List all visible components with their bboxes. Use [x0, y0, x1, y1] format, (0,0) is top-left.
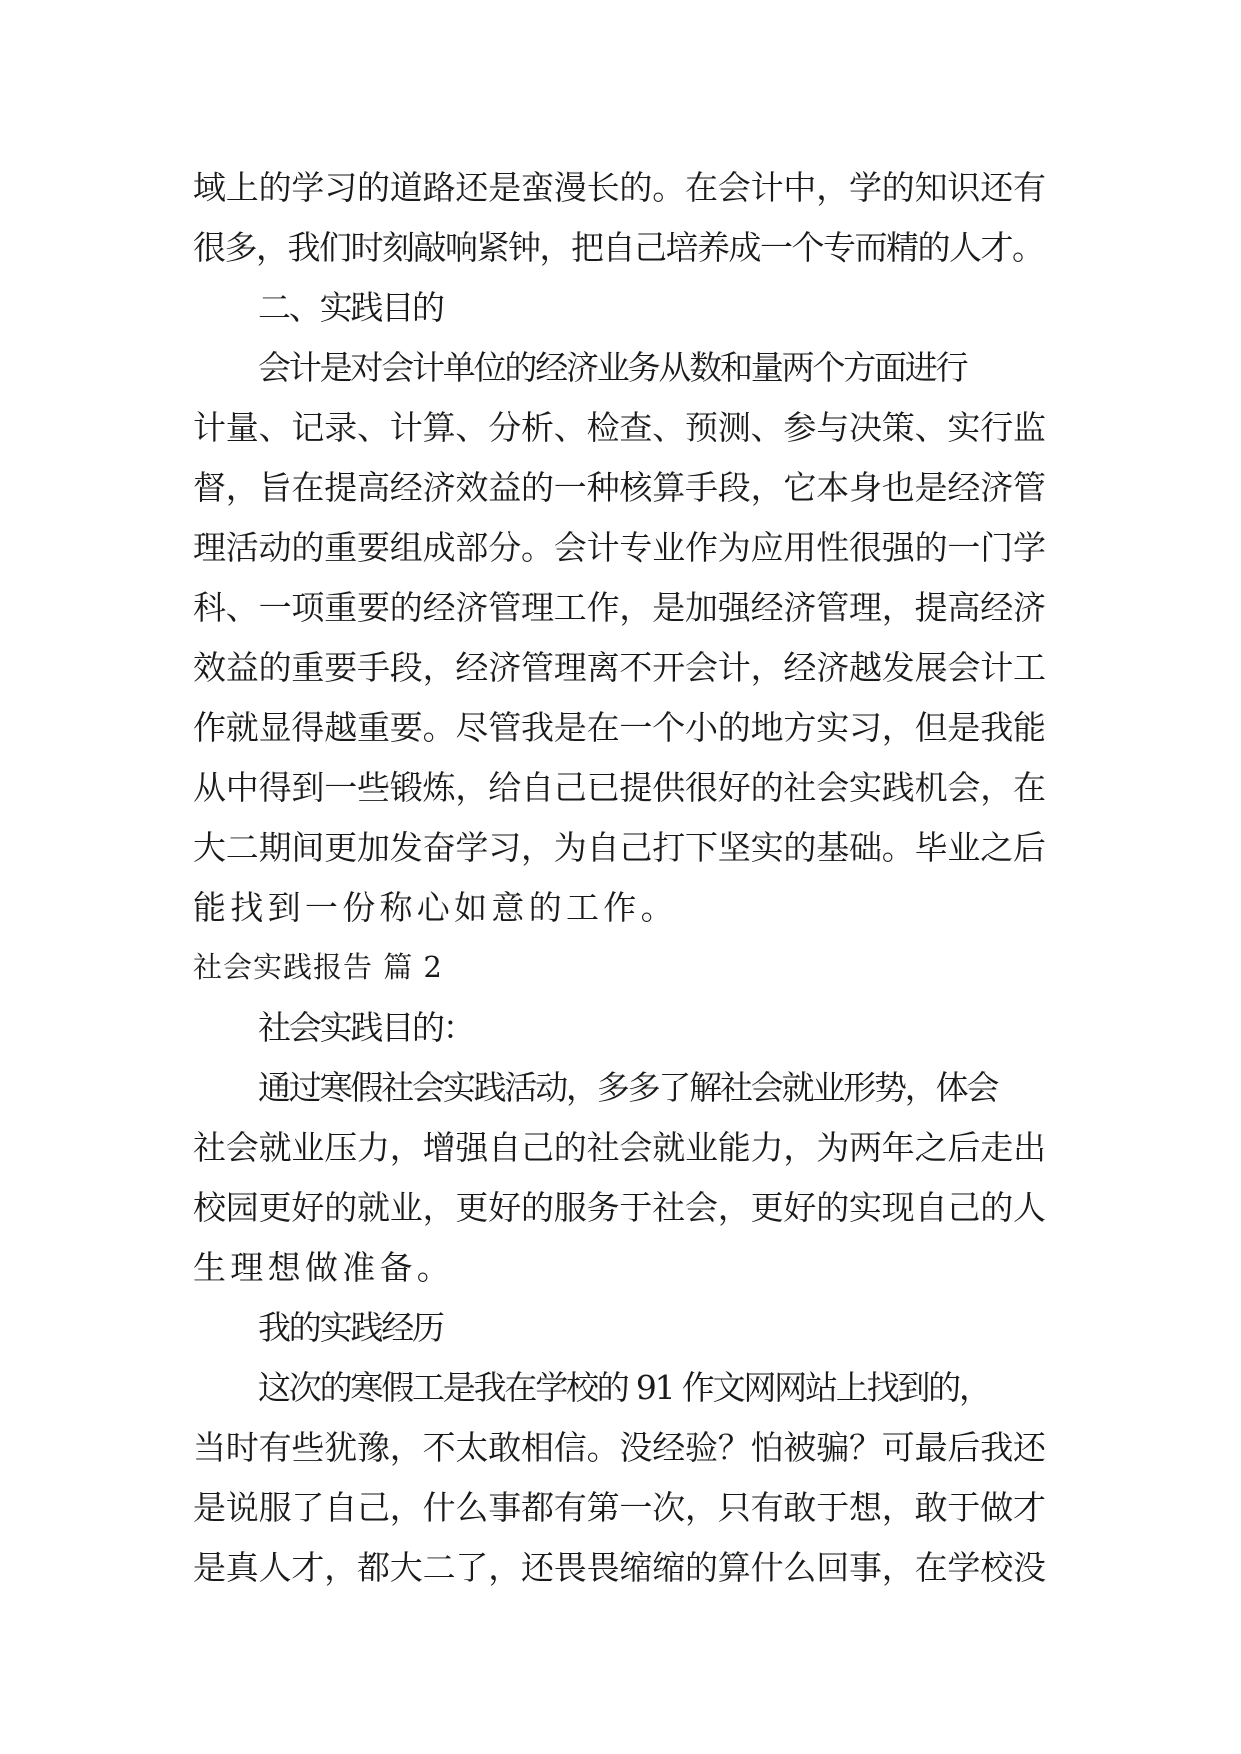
article-title: 社会实践报告 篇 2	[193, 950, 443, 984]
body-text-line: 督，旨在提高经济效益的一种核算手段，它本身也是经济管	[193, 468, 1046, 507]
body-text-line: 这次的寒假工是我在学校的 91 作文网网站上找到的，	[258, 1368, 990, 1407]
body-text-line: 能找到一份称心如意的工作。	[193, 888, 678, 927]
body-text-line: 是真人才，都大二了，还畏畏缩缩的算什么回事，在学校没	[193, 1548, 1046, 1587]
body-text-line: 校园更好的就业，更好的服务于社会，更好的实现自己的人	[193, 1188, 1046, 1227]
body-text-line: 很多，我们时刻敲响紧钟，把自己培养成一个专而精的人才。	[193, 228, 1044, 267]
body-text-line: 域上的学习的道路还是蛮漫长的。在会计中，学的知识还有	[193, 168, 1046, 207]
body-text-line: 通过寒假社会实践活动，多多了解社会就业形势，体会	[258, 1068, 998, 1107]
body-text-line: 当时有些犹豫，不太敢相信。没经验？怕被骗？可最后我还	[193, 1428, 1046, 1467]
body-text-line: 会计是对会计单位的经济业务从数和量两个方面进行	[258, 348, 967, 387]
body-text-line: 大二期间更加发奋学习，为自己打下坚实的基础。毕业之后	[193, 828, 1046, 867]
body-text-line: 计量、记录、计算、分析、检查、预测、参与决策、实行监	[193, 408, 1046, 447]
body-text-line: 效益的重要手段，经济管理离不开会计，经济越发展会计工	[193, 648, 1046, 687]
body-text-line: 作就显得越重要。尽管我是在一个小的地方实习，但是我能	[193, 708, 1046, 747]
body-text-line: 生理想做准备。	[193, 1248, 455, 1287]
section-subheading: 二、实践目的	[258, 288, 443, 327]
body-text-line: 社会就业压力，增强自己的社会就业能力，为两年之后走出	[193, 1128, 1046, 1167]
section-subheading: 社会实践目的：	[258, 1008, 474, 1047]
body-text-line: 理活动的重要组成部分。会计专业作为应用性很强的一门学	[193, 528, 1046, 567]
body-text-line: 从中得到一些锻炼，给自己已提供很好的社会实践机会，在	[193, 768, 1046, 807]
body-text-line: 科、一项重要的经济管理工作，是加强经济管理，提高经济	[193, 588, 1046, 627]
body-text-line: 是说服了自己，什么事都有第一次，只有敢于想，敢于做才	[193, 1488, 1046, 1527]
section-subheading: 我的实践经历	[258, 1308, 443, 1347]
